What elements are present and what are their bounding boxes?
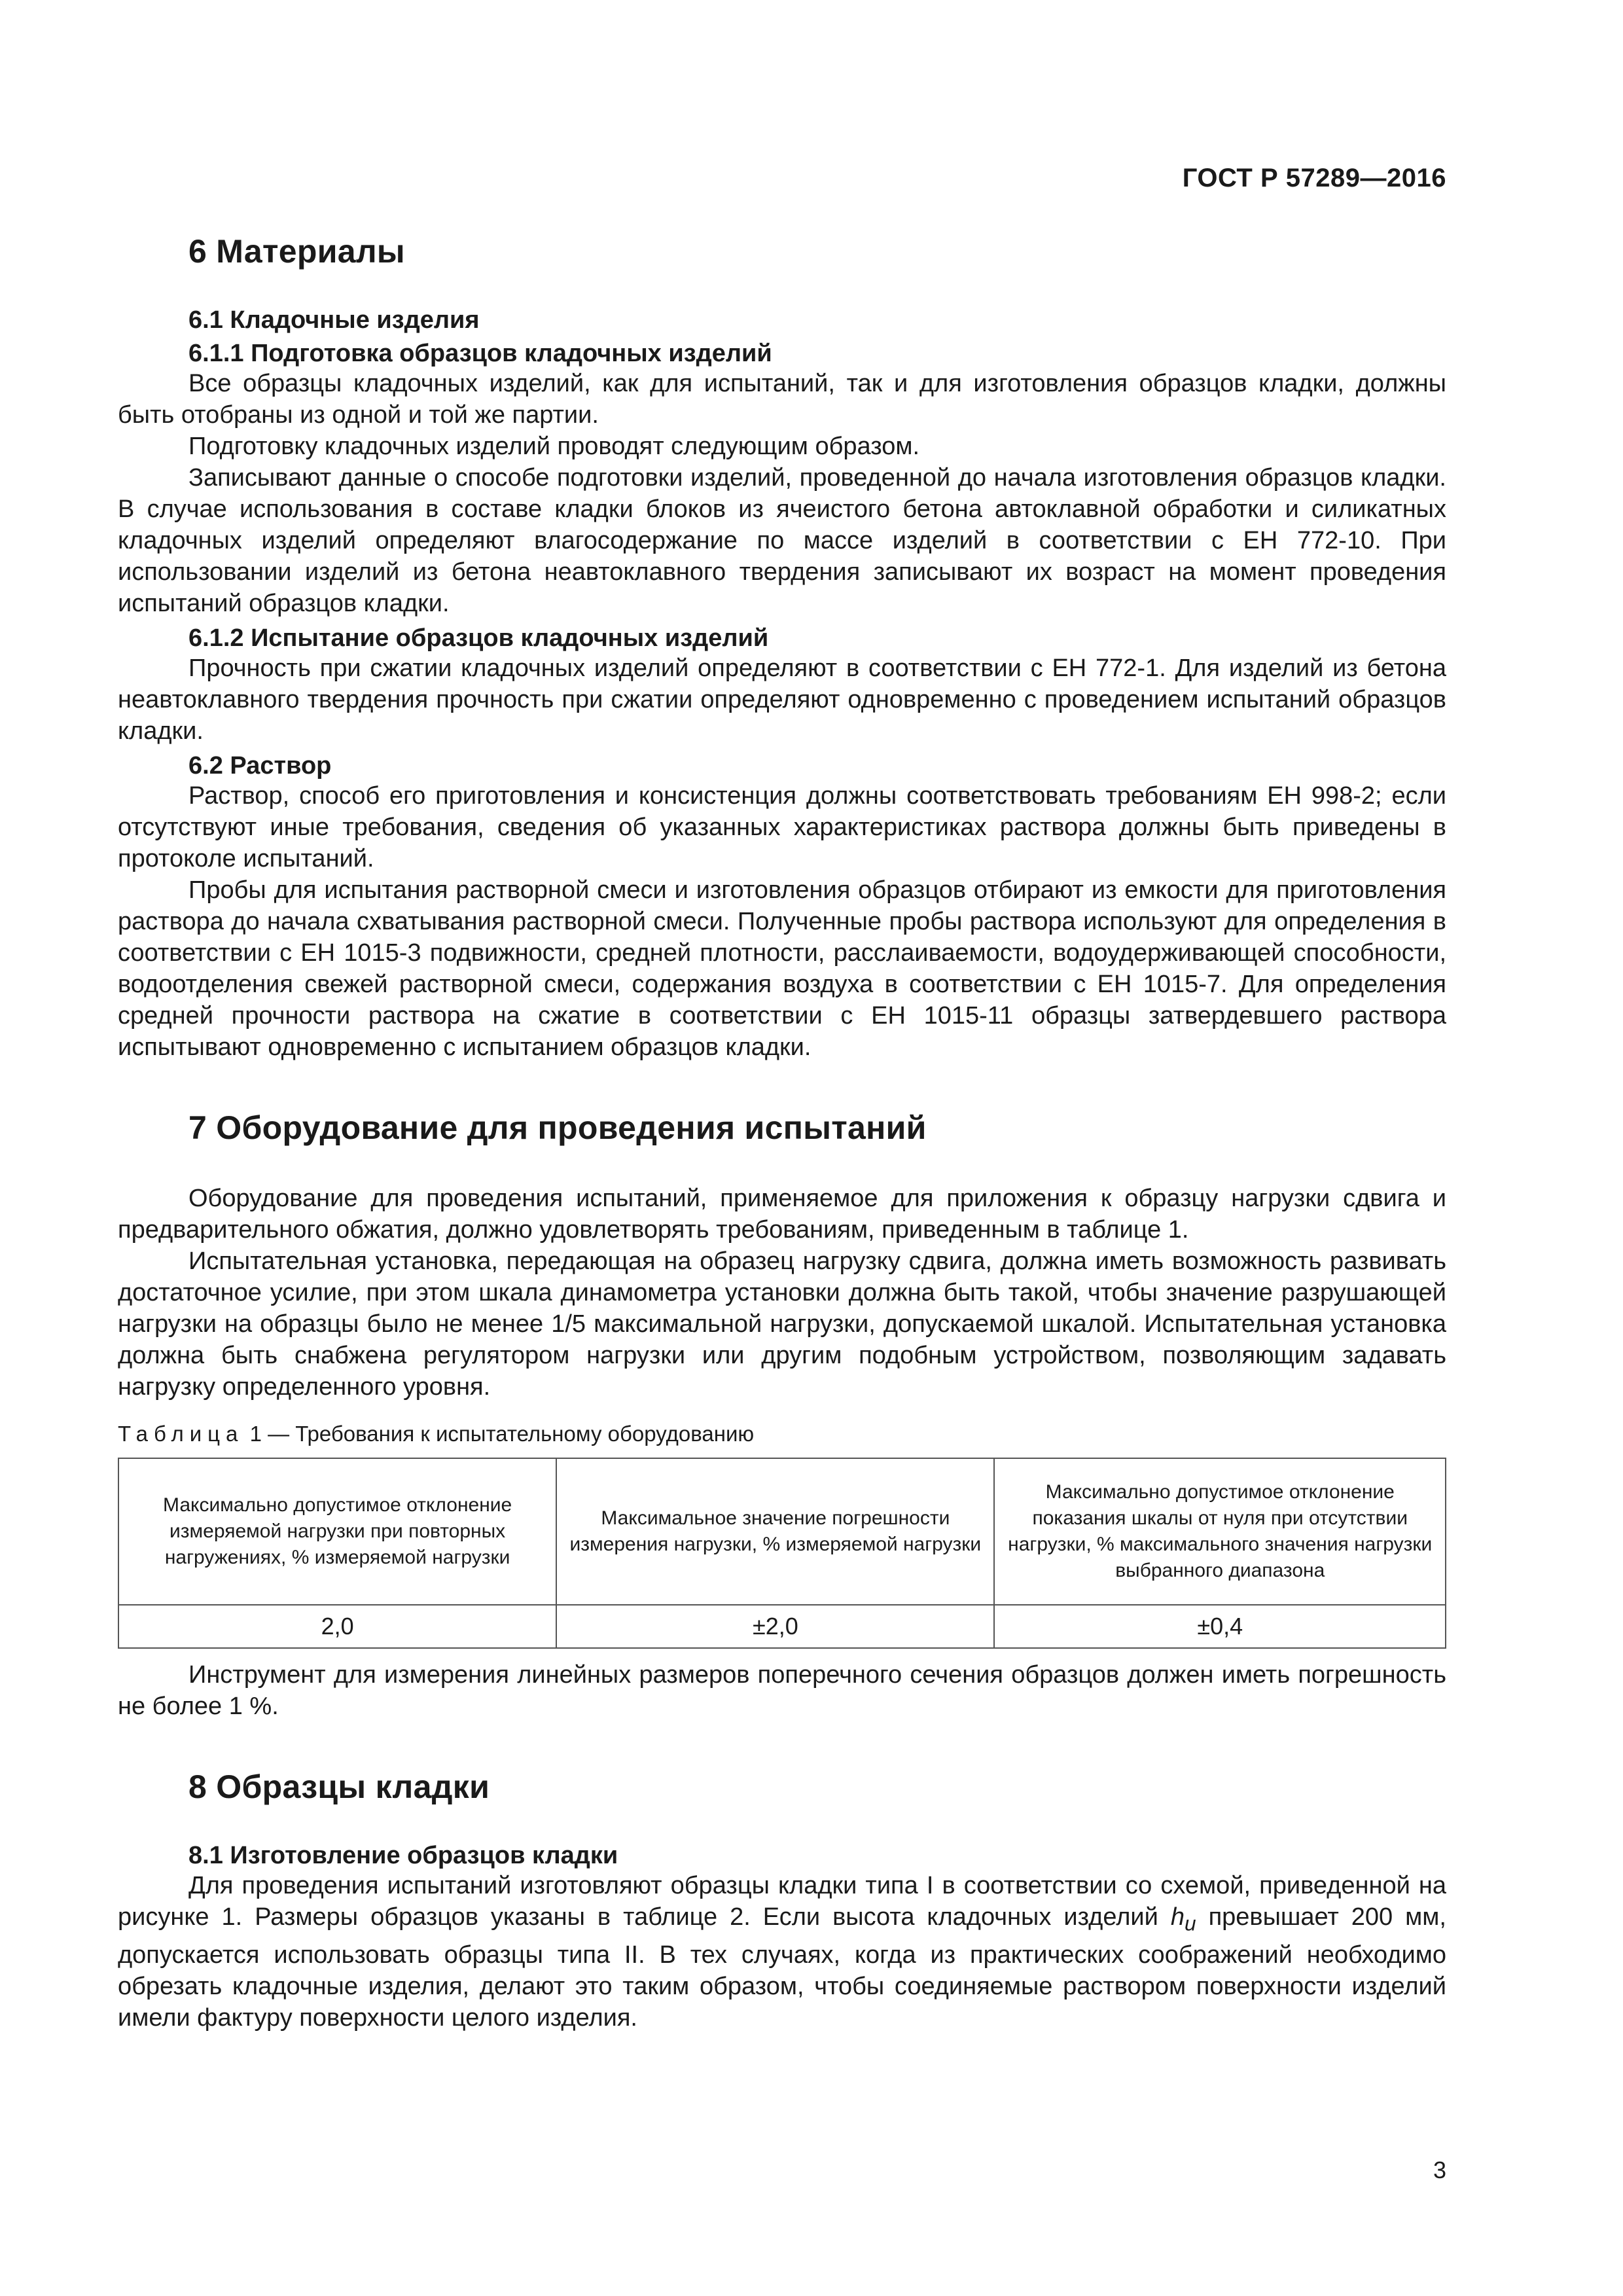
table-header-cell: Максимальное значение погрешности измерения нагрузки, % измеряемой нагрузки bbox=[556, 1458, 994, 1605]
page-number: 3 bbox=[1433, 2157, 1446, 2183]
table-header-cell: Максимально допустимое отклонение измеряемой нагрузки при повторных нагружениях, % измеряемой нагрузки bbox=[118, 1458, 556, 1605]
table-header-cell: Максимально допустимое отклонение показания шкалы от нуля при отсутствии нагрузки, % максимального значения нагрузки выбранного диапазона bbox=[994, 1458, 1446, 1605]
table-header-row bbox=[118, 1458, 1446, 1605]
variable-h: h bbox=[1170, 1903, 1185, 1931]
paragraph: Оборудование для проведения испытаний, применяемое для приложения к образцу нагрузки сдвига и предварительного обжатия, должно удовлетворять требованиям, приведенным в таблице 1. bbox=[118, 1185, 1446, 1244]
table-cell: ±2,0 bbox=[556, 1605, 994, 1648]
section-6-1-1-title: 6.1.1 Подготовка образцов кладочных изделий bbox=[188, 340, 772, 367]
paragraph: Прочность при сжатии кладочных изделий определяют в соответствии с ЕН 772-1. Для изделий из бетона неавтоклавного твердения прочность при сжатии определяют одновременно с проведением испытаний образцов кладки. bbox=[118, 655, 1446, 745]
table-cell: ±0,4 bbox=[994, 1605, 1446, 1648]
table-caption bbox=[118, 1420, 1446, 1448]
section-6-title: 6 Материалы bbox=[188, 233, 405, 270]
paragraph-text: превышает 200 мм, допускается использовать образцы типа II. В тех случаях, когда из практических соображений необходимо обрезать кладочные изделия, делают это таким образом, чтобы соединяемые раствором поверхности изделий имели фактуру поверхности целого изделия. bbox=[118, 1903, 1446, 2032]
table-row bbox=[118, 1605, 1446, 1648]
paragraph: Пробы для испытания растворной смеси и изготовления образцов отбирают из емкости для приготовления раствора до начала схватывания растворной смеси. Полученные пробы раствора используют для определения в соответствии с ЕН 1015-3 подвижности, средней плотности, расслаиваемости, водоудерживающей способности, водоотделения свежей растворной смеси, содержания воздуха в соответствии с ЕН 1015-7. Для определения средней прочности раствора на сжатие в соответствии с ЕН 1015-11 образцы затвердевшего раствора испытывают одновременно с испытанием образцов кладки. bbox=[118, 876, 1446, 1061]
paragraph: Испытательная установка, передающая на образец нагрузку сдвига, должна иметь возможность развивать достаточное усилие, при этом шкала динамометра установки должна быть такой, чтобы значение разрушающей нагрузки на образцы было не менее 1/5 максимальной нагрузки, допускаемой шкалой. Испытательная установка должна быть снабжена регулятором нагрузки или другим подобным устройством, позволяющим задавать нагрузку определенного уровня. bbox=[118, 1247, 1446, 1401]
table-caption-label: Таблица bbox=[118, 1422, 244, 1446]
section-6-2-title: 6.2 Раствор bbox=[188, 752, 332, 780]
requirements-table bbox=[118, 1458, 1446, 1649]
paragraph: Раствор, способ его приготовления и консистенция должны соответствовать требованиям ЕН 998-2; если отсутствуют иные требования, сведения об указанных характеристиках раствора должны быть приведены в протоколе испытаний. bbox=[118, 782, 1446, 872]
section-7-title: 7 Оборудование для проведения испытаний bbox=[188, 1109, 927, 1146]
document-page bbox=[118, 0, 1446, 2296]
table-cell: 2,0 bbox=[118, 1605, 556, 1648]
paragraph: Инструмент для измерения линейных размеров поперечного сечения образцов должен иметь погрешность не более 1 %. bbox=[118, 1661, 1446, 1720]
section-6-1-title: 6.1 Кладочные изделия bbox=[188, 306, 480, 334]
section-8-1-title: 8.1 Изготовление образцов кладки bbox=[188, 1842, 618, 1869]
document-body bbox=[118, 232, 1446, 2034]
variable-subscript: u bbox=[1184, 1911, 1196, 1935]
paragraph: Подготовку кладочных изделий проводят следующим образом. bbox=[188, 433, 920, 460]
paragraph-text: Для проведения испытаний изготовляют образцы кладки типа I в соответствии со схемой, приведенной на рисунке 1. Размеры образцов указаны в таблице 2. Если высота кладочных изделий bbox=[118, 1872, 1446, 1931]
section-6-1-2-title: 6.1.2 Испытание образцов кладочных изделий bbox=[188, 624, 769, 652]
paragraph bbox=[118, 1870, 1446, 2034]
section-8-title: 8 Образцы кладки bbox=[188, 1768, 490, 1805]
paragraph: Записывают данные о способе подготовки изделий, проведенной до начала изготовления образцов кладки. В случае использования в составе кладки блоков из ячеистого бетона автоклавной обработки и силикатных кладочных изделий определяют влагосодержание по массе изделий в соответствии с ЕН 772-10. При использовании изделий из бетона неавтоклавного твердения записывают их возраст на момент проведения испытаний образцов кладки. bbox=[118, 464, 1446, 617]
paragraph: Все образцы кладочных изделий, как для испытаний, так и для изготовления образцов кладки, должны быть отобраны из одной и той же партии. bbox=[118, 370, 1446, 429]
table-caption-text: 1 — Требования к испытательному оборудованию bbox=[249, 1422, 755, 1446]
document-code: ГОСТ Р 57289—2016 bbox=[1182, 164, 1446, 192]
